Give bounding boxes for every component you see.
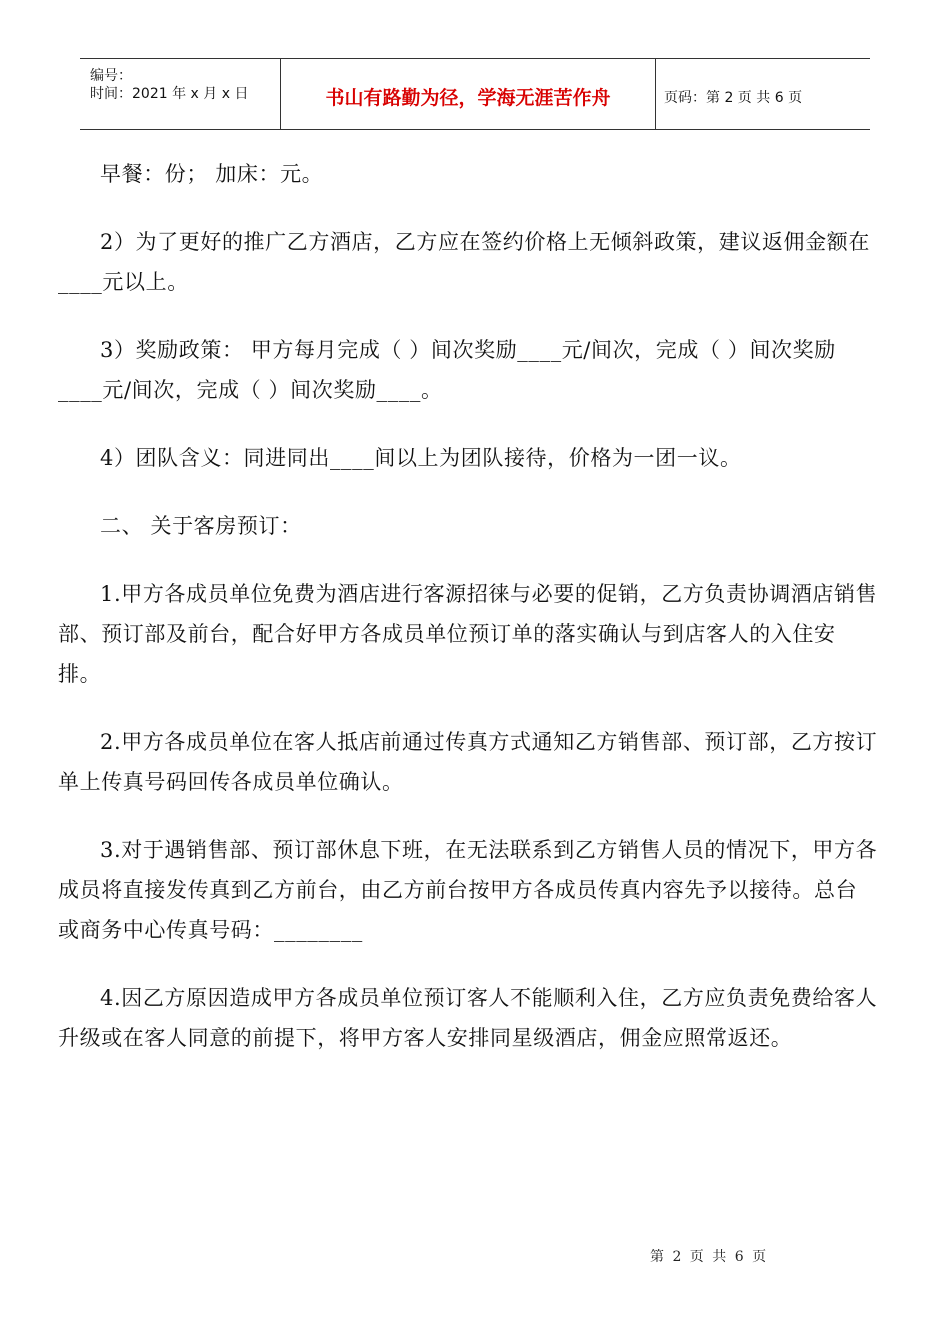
document-body <box>58 154 878 1086</box>
header-motto-cell <box>280 59 656 129</box>
paragraph-booking-item-2: 2.甲方各成员单位在客人抵店前通过传真方式通知乙方销售部、预订部，乙方按订单上传真号码回传各成员单位确认。 <box>58 730 878 794</box>
paragraph-breakfast: 早餐：份； 加床：元。 <box>100 162 324 186</box>
header-info-cell <box>80 59 280 129</box>
document-time-label: 时间：2021 年 x 月 x 日 <box>90 86 249 102</box>
paragraph-booking-item-4: 4.因乙方原因造成甲方各成员单位预订客人不能顺利入住，乙方应负责免费给客人升级或在客人同意的前提下，将甲方客人安排同星级酒店，佣金应照常返还。 <box>58 986 878 1050</box>
header-page-code: 页码：第 2 页 共 6 页 <box>664 90 803 106</box>
document-header <box>80 58 870 130</box>
paragraph-commission: 2）为了更好的推广乙方酒店，乙方应在签约价格上无倾斜政策，建议返佣金额在____元以上。 <box>58 230 870 294</box>
paragraph-group-definition: 4）团队含义：同进同出____间以上为团队接待，价格为一团一议。 <box>100 446 742 470</box>
paragraph-booking-item-1: 1.甲方各成员单位免费为酒店进行客源招徕与必要的促销，乙方负责协调酒店销售部、预订部及前台，配合好甲方各成员单位预订单的落实确认与到店客人的入住安排。 <box>58 582 878 686</box>
header-motto: 书山有路勤为径，学海无涯苦作舟 <box>325 87 611 109</box>
paragraph-booking-item-3: 3.对于遇销售部、预订部休息下班，在无法联系到乙方销售人员的情况下，甲方各成员将直接发传真到乙方前台，由乙方前台按甲方各成员传真内容先予以接待。总台或商务中心传真号码：________ <box>58 838 878 942</box>
paragraph-reward-policy: 3）奖励政策： 甲方每月完成（ ）间次奖励____元/间次，完成（ ）间次奖励____元/间次，完成（ ）间次奖励____。 <box>58 338 836 402</box>
header-page-cell <box>656 59 870 129</box>
section-heading-room-booking: 二、 关于客房预订： <box>100 514 302 538</box>
page-footer: 第 2 页 共 6 页 <box>650 1249 769 1265</box>
document-number-label: 编号： <box>90 68 132 84</box>
